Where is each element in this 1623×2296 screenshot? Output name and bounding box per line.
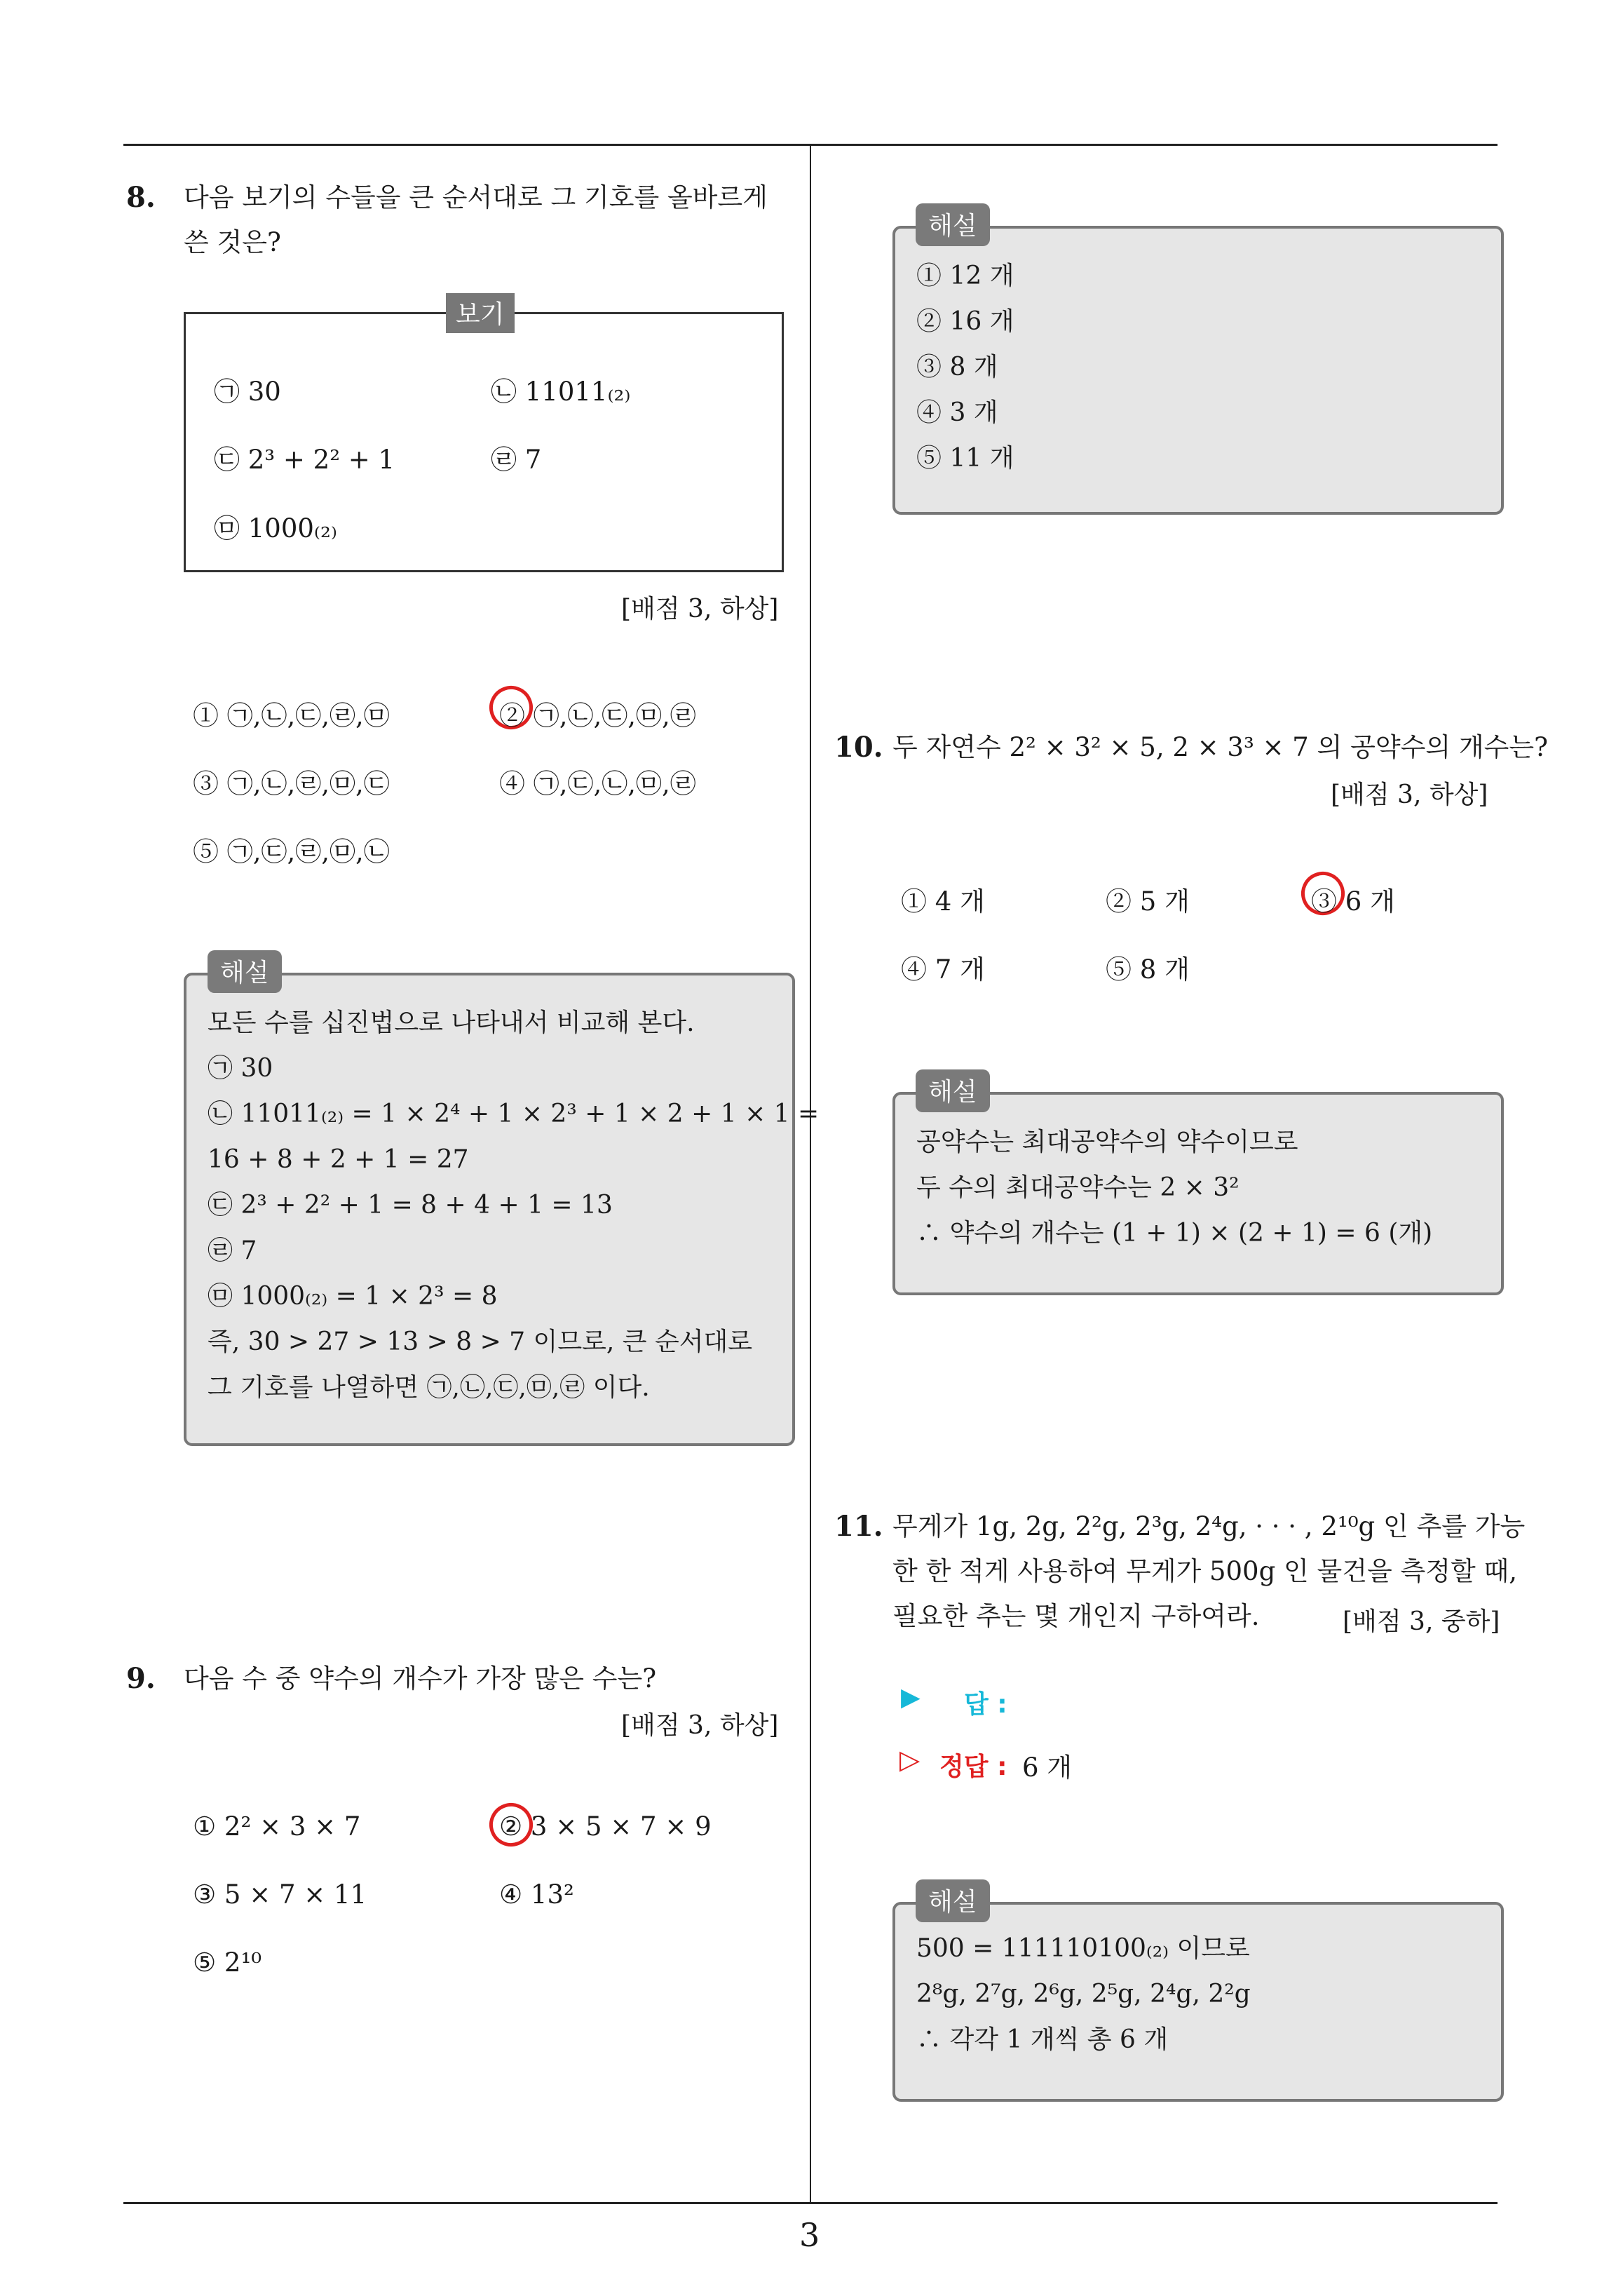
q10-option-1[interactable]: ① 4 개 [901,886,985,917]
q10-text: 두 자연수 2² × 3² × 5, 2 × 3³ × 7 의 공약수의 개수는? [892,732,1548,762]
q11-answer-label: 답 : [964,1690,1007,1719]
q8-solution-lines [208,1000,819,1410]
q10-option-4[interactable]: ④ 7 개 [901,954,985,985]
q11-solution-box [892,1902,1504,2102]
q8-solution-box [184,973,820,1446]
q9-solution-line: ② 16 개 [916,307,1014,336]
q8-score: [배점 3, 하상] [621,595,779,623]
q8-text [184,175,768,265]
q11-text-line2: 한 한 적게 사용하여 무게가 500g 인 물건을 측정할 때, [892,1556,1518,1586]
q8-text-line2: 쓴 것은? [184,227,281,257]
correct-arrow-icon: ▷ [899,1744,921,1775]
q10-solution-tag: 해설 [916,1069,990,1112]
q8-solution-tag: 해설 [208,950,282,993]
q8-solution-line: ㉤ 1000₍₂₎ = 1 × 2³ = 8 [208,1282,498,1311]
q10-solution-lines [916,1119,1432,1256]
q8-solution-line: 즉, 30 > 27 > 13 > 8 > 7 이므로, 큰 순서대로 [208,1328,753,1356]
q11-score: [배점 3, 중하] [1343,1607,1500,1636]
q10-solution-line: ∴ 약수의 개수는 (1 + 1) × (2 + 1) = 6 (개) [916,1219,1433,1248]
q8-item-4: ㉣ 7 [491,445,542,475]
q11-correct-label: 정답 : [939,1753,1007,1781]
q8-example-label: 보기 [446,293,515,333]
q11-solution-line: 500 = 111110100₍₂₎ 이므로 [916,1934,1250,1963]
q8-option-5[interactable]: ⑤ ㉠,㉢,㉣,㉤,㉡ [193,837,390,867]
q11-solution-line: ∴ 각각 1 개씩 총 6 개 [916,2025,1169,2054]
q9-score: [배점 3, 하상] [621,1711,779,1740]
q9-option-5[interactable]: ⑤ 2¹⁰ [193,1947,262,1978]
q8-number: 8. [126,181,156,214]
q9-option-3[interactable]: ③ 5 × 7 × 11 [193,1879,367,1910]
q9-solution-line: ④ 3 개 [916,398,998,427]
q10-option-5[interactable]: ⑤ 8 개 [1106,954,1190,985]
q10-solution-line: 두 수의 최대공약수는 2 × 3² [916,1173,1240,1202]
q8-text-line1: 다음 보기의 수들을 큰 순서대로 그 기호를 올바르게 [184,182,768,212]
q10-solution-line: 공약수는 최대공약수의 약수이므로 [916,1128,1298,1156]
q8-option-2[interactable]: ② ㉠,㉡,㉢,㉤,㉣ [499,701,696,731]
q9-solution-line: ① 12 개 [916,262,1014,290]
q8-option-4[interactable]: ④ ㉠,㉢,㉡,㉤,㉣ [499,769,696,799]
q10-score: [배점 3, 하상] [1331,781,1488,809]
q11-correct-value: 6 개 [1022,1753,1073,1783]
q8-item-2: ㉡ 11011₍₂₎ [491,377,631,407]
q9-solution-box [892,226,1504,515]
q11-text-line1: 무게가 1g, 2g, 2²g, 2³g, 2⁴g, · · · , 2¹⁰g 인 추를 가능 [892,1511,1526,1541]
q8-solution-line: 16 + 8 + 2 + 1 = 27 [208,1145,469,1174]
q10-solution-box [892,1092,1504,1295]
q9-text: 다음 수 중 약수의 개수가 가장 많은 수는? [184,1663,657,1694]
q11-solution-tag: 해설 [916,1879,990,1922]
q11-solution-lines [916,1926,1251,2062]
q8-solution-line: ㉢ 2³ + 2² + 1 = 8 + 4 + 1 = 13 [208,1191,613,1220]
page-number: 3 [799,2216,820,2254]
q9-solution-tag: 해설 [916,203,990,246]
q9-option-1[interactable]: ① 2² × 3 × 7 [193,1811,361,1842]
q8-item-3: ㉢ 2³ + 2² + 1 [214,445,395,475]
q9-number: 9. [126,1662,156,1695]
q10-option-3[interactable]: ③ 6 개 [1311,886,1395,917]
q8-item-5: ㉤ 1000₍₂₎ [214,513,337,543]
q9-solution-line: ③ 8 개 [916,353,998,381]
q8-item-1: ㉠ 30 [214,377,281,407]
q8-solution-line: 그 기호를 나열하면 ㉠,㉡,㉢,㉤,㉣ 이다. [208,1373,650,1402]
q8-solution-line: ㉠ 30 [208,1054,273,1083]
q8-solution-line: 모든 수를 십진법으로 나타내서 비교해 본다. [208,1008,695,1037]
bottom-rule [123,2202,1498,2204]
q8-option-3[interactable]: ③ ㉠,㉡,㉣,㉤,㉢ [193,769,390,799]
q11-solution-line: 2⁸g, 2⁷g, 2⁶g, 2⁵g, 2⁴g, 2²g [916,1980,1251,2008]
q8-solution-line: ㉣ 7 [208,1236,257,1265]
q10-number: 10. [834,731,883,764]
q8-solution-line: ㉡ 11011₍₂₎ = 1 × 2⁴ + 1 × 2³ + 1 × 2 + 1 × 1 = [208,1100,820,1128]
q11-number: 11. [834,1510,883,1543]
q9-solution-line: ⑤ 11 개 [916,444,1014,473]
q9-option-4[interactable]: ④ 13² [499,1879,574,1910]
q9-option-2[interactable]: ② 3 × 5 × 7 × 9 [499,1811,712,1842]
q11-text-line3: 필요한 추는 몇 개인지 구하여라. [892,1601,1260,1631]
q8-option-1[interactable]: ① ㉠,㉡,㉢,㉣,㉤ [193,701,390,731]
q9-solution-lines [916,253,1014,481]
answer-arrow-icon: ▶ [901,1683,921,1712]
q10-option-2[interactable]: ② 5 개 [1106,886,1190,917]
